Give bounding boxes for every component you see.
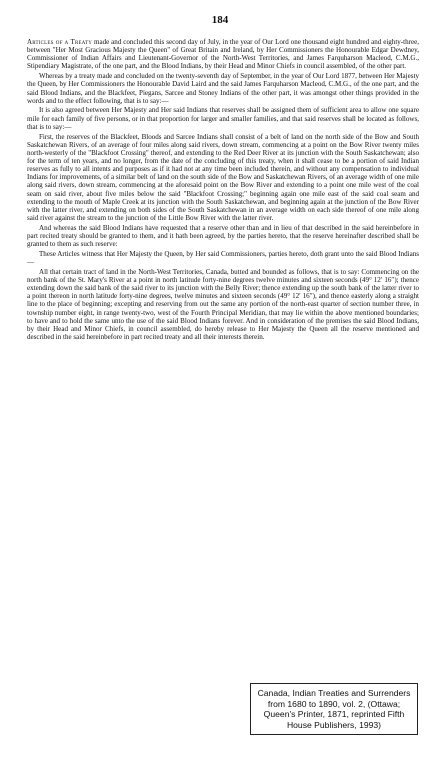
preamble-text: made and concluded this second day of July, in the year of Our Lord one thousand eight hundred and eighty-three, between "Her Most Gracious Majesty the Queen" of Great Britain and Ireland, by Her Commissioners the Honourable Edgar Dewdney, Commissioner of Indian Affairs and Lieutenant-Governor of the North-West Territories, and James Farquharson Macleod, C.M.G., Stipendiary Magistrate, of the one part, and the Blood Indians, by their Head and Minor Chiefs in council assembled, of the other part. [27, 38, 419, 71]
paragraph-articles-witness: These Articles witness that Her Majesty the Queen, by Her said Commissioners, parties hereto, doth grant unto the said Blood Indians— [27, 249, 419, 267]
paragraph-whereas: Whereas by a treaty made and concluded on the twenty-seventh day of September, in the year of Our Lord 1877, between Her Majesty the Queen, by Her Commissioners the Honourable David Laird and the said James Farquharson Macleod, C.M.G., of the one part, and the said Blood Indians, and the Blackfeet, Piegans, Sarcee and Stoney Indians of the other part, it was amongst other things provided in the words and to the effect following, that is to say:— [27, 72, 419, 105]
paragraph-tract-of-land: All that certain tract of land in the North-West Territories, Canada, butted and bounded as follows, that is to say: Commencing on the north bank of the St. Mary's River at a point in north latitude forty-nine degrees twelve minutes and sixteen seconds (49° 12′ 16″); thence extending down the said bank of the said river to its junction with the Belly River; thence extending up the south bank of the latter river to a point thereon in north latitude forty-nine degrees, twelve minutes and sixteen seconds (49° 12′ 16″), and thence easterly along a straight line to the place of beginning; excepting and reserving from out the same any portion of the north-east quarter of section number three, in township number eight, in range twenty-two, west of the Fourth Principal Meridian, that may lie within the above mentioned boundaries; to have and to hold the same unto the use of the said Blood Indians forever. And in consideration of the premises the said Blood Indians, by their Head and Minor Chiefs, in council assembled, do hereby release to Her Majesty the Queen all the reserve mentioned and described in the said hereinbefore in part recited treaty and all their interests therein. [27, 267, 419, 342]
page-number: 184 [211, 14, 229, 26]
paragraph-blood-request: And whereas the said Blood Indians have requested that a reserve other than and in lieu of that described in the said hereinbefore in part recited treaty should be granted to them, and it hath been agreed, by the parties hereto, that the reserve hereinafter described shall be granted to them as such reserve: [27, 223, 419, 249]
treaty-text [27, 38, 419, 343]
paragraph-first-reserves: First, the reserves of the Blackfeet, Bloods and Sarcee Indians shall consist of a belt of land on the north side of the Bow and South Saskatchewan Rivers, of an average of four miles along said rivers, down stream, commencing at a point on the Bow River twenty miles north-westerly of the "Blackfoot Crossing" thereof, and extending to the Red Deer River at its junction with the South Saskatchewan; also for the term of ten years, and no longer, from the date of the concluding of this treaty, when it shall cease to be a portion of said Indian reserves as fully to all intents and purposes as if it had not at any time been included therein, and without any compensation to individual Indians for improvements, of a similar belt of land on the south side of the Bow and Saskatchewan Rivers, of an average width of one mile along said rivers, down stream, commencing at the aforesaid point on the Bow River and extending to a point one mile west of the coal seam on said river, about five miles below the said "Blackfoot Crossing;" beginning again one mile east of the said coal seam and extending to the mouth of Maple Creek at its junction with the South Saskatchewan, and beginning again at the junction of the Bow River with the latter river, and extending on both sides of the South Saskatchewan in an average width on each side thereof of one mile along said river against the stream to the junction of the Little Bow River with the latter river. [27, 132, 419, 223]
paragraph-reserves-agreed: It is also agreed between Her Majesty and Her said Indians that reserves shall be assigned them of sufficient area to allow one square mile for each family of five persons, or in that proportion for larger and smaller families, and that said reserves shall be located as follows, that is to say:— [27, 106, 419, 131]
preamble-lead: Articles of a Treaty [27, 38, 93, 46]
source-citation: Canada, Indian Treaties and Surrenders from 1680 to 1890, vol. 2, (Ottawa; Queen's Printer, 1871, reprinted Fifth House Publishers, 1993) [250, 683, 418, 735]
paragraph-preamble [27, 38, 419, 71]
